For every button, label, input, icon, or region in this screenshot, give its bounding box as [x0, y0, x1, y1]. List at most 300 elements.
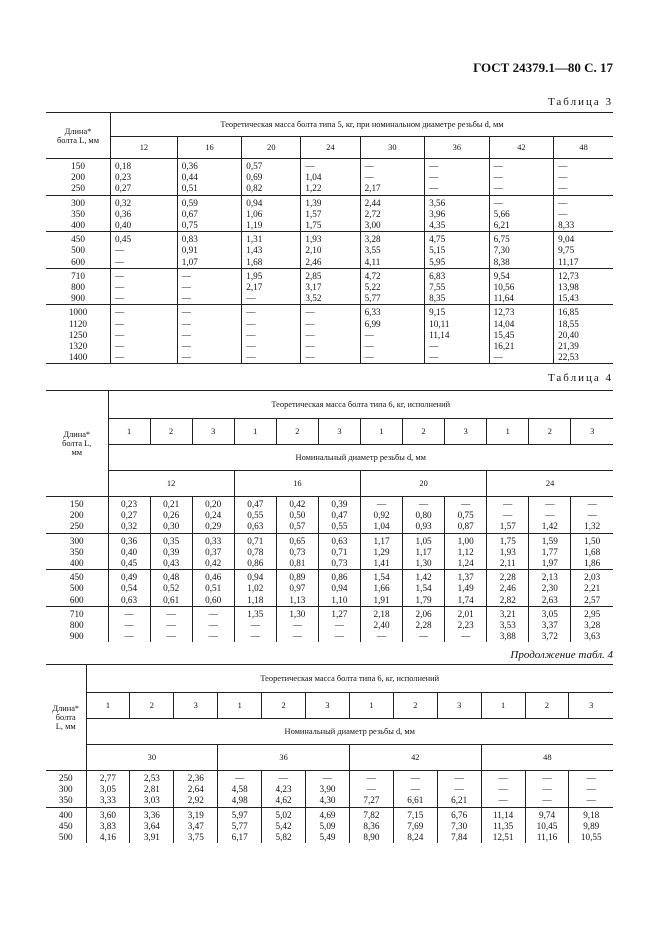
mass-cell: 0,75 — [177, 220, 242, 232]
mass-cell: 8,35 — [425, 293, 490, 305]
mass-cell: 1,18 — [234, 595, 276, 607]
mass-cell: — — [111, 245, 178, 256]
mass-cell: 1,32 — [571, 521, 613, 533]
mass-cell: — — [487, 497, 529, 511]
mass-cell: 3,00 — [360, 220, 425, 232]
length-cell: 350 — [46, 795, 86, 807]
mass-cell: 0,49 — [108, 570, 150, 584]
mass-cell: 3,52 — [301, 293, 360, 305]
mass-cell: 0,86 — [318, 570, 360, 584]
mass-cell: 4,72 — [360, 268, 425, 282]
mass-cell: — — [525, 795, 569, 807]
mass-cell: 3,63 — [571, 631, 613, 642]
mass-cell: 0,23 — [111, 172, 178, 183]
mass-cell: 15,43 — [554, 293, 613, 305]
mass-cell: 2,72 — [360, 209, 425, 220]
table-row — [46, 220, 613, 232]
mass-cell: 0,91 — [177, 245, 242, 256]
mass-cell: 6,75 — [489, 232, 554, 246]
mass-cell: 2,44 — [360, 195, 425, 209]
mass-cell: — — [111, 268, 178, 282]
mass-cell: 0,45 — [111, 232, 178, 246]
length-cell: 300 — [71, 197, 85, 208]
length-cell: 350 — [69, 546, 84, 557]
mass-cell: 7,84 — [437, 832, 481, 843]
mass-cell: 7,30 — [489, 245, 554, 256]
mass-cell: 0,24 — [192, 510, 234, 521]
length-cell: 800 — [71, 282, 85, 293]
mass-cell: — — [571, 497, 613, 511]
length-cell: 800 — [69, 620, 84, 631]
mass-cell: — — [360, 159, 425, 173]
execution-header: 3 — [569, 693, 613, 719]
table-row — [46, 257, 613, 269]
mass-cell: 0,36 — [177, 159, 242, 173]
mass-cell: 2,10 — [301, 245, 360, 256]
diameter-title: Номинальный диаметр резьбы d, мм — [86, 719, 613, 745]
mass-cell: — — [425, 159, 490, 173]
mass-cell: — — [234, 620, 276, 631]
mass-cell: — — [571, 510, 613, 521]
table-row — [46, 195, 613, 209]
diameter-header: 12 — [108, 471, 234, 497]
mass-cell: — — [242, 341, 301, 352]
mass-cell: 6,83 — [425, 268, 490, 282]
execution-header: 2 — [150, 419, 192, 445]
mass-cell: 0,43 — [150, 558, 192, 570]
mass-cell: 1,30 — [276, 606, 318, 620]
mass-cell: 7,69 — [393, 821, 437, 832]
mass-cell: 0,51 — [177, 183, 242, 195]
mass-cell: 8,38 — [489, 257, 554, 269]
mass-cell: 1,12 — [445, 547, 487, 558]
mass-cell: 3,91 — [130, 832, 174, 843]
mass-cell: 1,50 — [571, 533, 613, 547]
table-row — [46, 330, 613, 341]
mass-cell: 2,82 — [487, 595, 529, 607]
mass-cell: 0,60 — [192, 595, 234, 607]
mass-cell: — — [349, 784, 393, 795]
mass-cell: 9,04 — [554, 232, 613, 246]
table-4-caption: Таблица 4 — [547, 372, 613, 384]
mass-cell: — — [177, 282, 242, 293]
table-row — [46, 352, 613, 364]
mass-cell: 0,32 — [108, 521, 150, 533]
table-3-diameter-header: 30 — [360, 137, 425, 159]
execution-header: 3 — [437, 693, 481, 719]
mass-cell: 3,21 — [487, 606, 529, 620]
table-row — [46, 245, 613, 256]
mass-cell: 0,93 — [403, 521, 445, 533]
table-3-diameter-header: 42 — [489, 137, 554, 159]
execution-header: 3 — [174, 693, 218, 719]
mass-cell: 6,76 — [437, 807, 481, 821]
table-row — [46, 510, 613, 521]
execution-header: 1 — [360, 419, 402, 445]
mass-cell: 0,65 — [276, 533, 318, 547]
mass-cell: 1,06 — [242, 209, 301, 220]
mass-cell: 3,47 — [174, 821, 218, 832]
diameter-header: 42 — [349, 745, 481, 771]
mass-cell: 0,54 — [108, 583, 150, 594]
mass-cell: — — [234, 631, 276, 642]
mass-cell: — — [318, 631, 360, 642]
mass-cell: — — [529, 497, 571, 511]
mass-cell: 1,59 — [529, 533, 571, 547]
length-cell: 450 — [69, 572, 84, 583]
mass-cell: 3,28 — [360, 232, 425, 246]
mass-cell: 11,14 — [425, 330, 490, 341]
mass-cell: — — [276, 620, 318, 631]
mass-cell: 8,33 — [554, 220, 613, 232]
mass-cell: 1,93 — [487, 547, 529, 558]
mass-cell: 0,27 — [111, 183, 178, 195]
mass-cell: 0,63 — [108, 595, 150, 607]
mass-cell: — — [262, 771, 306, 785]
table-3-length-header: Длина* болта L, мм — [46, 113, 111, 159]
length-cell: 300 — [58, 784, 73, 795]
mass-cell: 22,53 — [554, 352, 613, 364]
mass-cell: 6,21 — [437, 795, 481, 807]
mass-cell: — — [481, 795, 525, 807]
table-row — [46, 631, 613, 642]
table-row — [46, 497, 613, 511]
mass-cell: 0,50 — [276, 510, 318, 521]
mass-cell: — — [489, 352, 554, 364]
mass-cell: 2,11 — [487, 558, 529, 570]
mass-cell: 3,19 — [174, 807, 218, 821]
mass-cell: — — [349, 771, 393, 785]
mass-cell: 1,35 — [234, 606, 276, 620]
mass-cell: 10,11 — [425, 319, 490, 330]
length-cell: 350 — [71, 208, 85, 219]
mass-cell: 0,82 — [242, 183, 301, 195]
mass-cell: — — [242, 352, 301, 364]
mass-cell: — — [487, 510, 529, 521]
mass-cell: 7,30 — [437, 821, 481, 832]
mass-cell: 3,55 — [360, 245, 425, 256]
mass-cell: — — [111, 319, 178, 330]
mass-cell: — — [301, 352, 360, 364]
mass-cell: 2,46 — [301, 257, 360, 269]
mass-cell: 3,05 — [86, 784, 130, 795]
mass-cell: 3,17 — [301, 282, 360, 293]
table-row — [46, 795, 613, 807]
table-row — [46, 570, 613, 584]
mass-cell: 0,73 — [276, 547, 318, 558]
mass-cell: 5,49 — [306, 832, 350, 843]
mass-cell: 0,63 — [234, 521, 276, 533]
mass-cell: 3,83 — [86, 821, 130, 832]
table-3-diameter-header: 36 — [425, 137, 490, 159]
mass-cell: 9,74 — [525, 807, 569, 821]
mass-cell: 0,30 — [150, 521, 192, 533]
mass-cell: 0,94 — [242, 195, 301, 209]
execution-header: 2 — [276, 419, 318, 445]
mass-cell: 1,43 — [242, 245, 301, 256]
mass-cell: — — [111, 257, 178, 269]
mass-cell: 2,46 — [487, 583, 529, 594]
mass-cell: 2,81 — [130, 784, 174, 795]
table-row — [46, 807, 613, 821]
mass-cell: 0,67 — [177, 209, 242, 220]
mass-cell: 0,89 — [276, 570, 318, 584]
mass-cell: 7,55 — [425, 282, 490, 293]
mass-cell: 10,55 — [569, 832, 613, 843]
mass-cell: 5,77 — [360, 293, 425, 305]
mass-cell: 13,98 — [554, 282, 613, 293]
mass-cell: 3,33 — [86, 795, 130, 807]
diameter-header: 30 — [86, 745, 218, 771]
mass-cell: — — [306, 771, 350, 785]
mass-cell: 0,45 — [108, 558, 150, 570]
mass-cell: 4,16 — [86, 832, 130, 843]
mass-cell: 3,72 — [529, 631, 571, 642]
mass-cell: 0,94 — [318, 583, 360, 594]
mass-cell: 2,23 — [445, 620, 487, 631]
mass-cell: 0,81 — [276, 558, 318, 570]
mass-cell: 0,27 — [108, 510, 150, 521]
mass-cell: 1,97 — [529, 558, 571, 570]
mass-cell: 9,15 — [425, 305, 490, 319]
mass-cell: — — [437, 784, 481, 795]
mass-cell: 1,77 — [529, 547, 571, 558]
mass-cell: 3,56 — [425, 195, 490, 209]
mass-cell: — — [437, 771, 481, 785]
mass-cell: 4,35 — [425, 220, 490, 232]
mass-cell: 0,40 — [111, 220, 178, 232]
mass-cell: — — [393, 784, 437, 795]
table-3-title: Теоретическая масса болта типа 5, кг, при номинальном диаметре резьбы d, мм — [111, 113, 613, 137]
mass-cell: 1,57 — [487, 521, 529, 533]
mass-cell: 12,73 — [489, 305, 554, 319]
mass-cell: 1,10 — [318, 595, 360, 607]
mass-cell: — — [425, 183, 490, 195]
mass-cell: 18,55 — [554, 319, 613, 330]
mass-cell: 11,16 — [525, 832, 569, 843]
mass-cell: — — [301, 341, 360, 352]
mass-cell: 4,62 — [262, 795, 306, 807]
length-cell: 900 — [46, 293, 111, 305]
mass-cell: 0,59 — [177, 195, 242, 209]
mass-cell: — — [360, 330, 425, 341]
mass-cell: — — [425, 352, 490, 364]
table-row — [46, 159, 613, 173]
mass-cell: 4,58 — [218, 784, 262, 795]
mass-cell: — — [177, 330, 242, 341]
mass-cell: 3,05 — [529, 606, 571, 620]
mass-cell: 0,33 — [192, 533, 234, 547]
length-cell: 500 — [69, 583, 84, 594]
mass-cell: 0,29 — [192, 521, 234, 533]
mass-cell: 6,33 — [360, 305, 425, 319]
mass-cell: 6,61 — [393, 795, 437, 807]
mass-cell: 2,95 — [571, 606, 613, 620]
mass-cell: — — [108, 631, 150, 642]
table-row — [46, 784, 613, 795]
mass-cell: 16,85 — [554, 305, 613, 319]
mass-cell: — — [276, 631, 318, 642]
execution-header: 1 — [487, 419, 529, 445]
mass-cell: — — [111, 330, 178, 341]
mass-cell: 3,03 — [130, 795, 174, 807]
mass-cell: 0,63 — [318, 533, 360, 547]
mass-cell: — — [111, 282, 178, 293]
mass-cell: — — [489, 159, 554, 173]
mass-cell: 3,90 — [306, 784, 350, 795]
mass-cell: 0,21 — [150, 497, 192, 511]
mass-cell: 1,04 — [360, 521, 402, 533]
mass-cell: 1,17 — [403, 547, 445, 558]
table-3-caption: Таблица 3 — [547, 96, 613, 108]
mass-cell: 1,79 — [403, 595, 445, 607]
mass-cell: 1,39 — [301, 195, 360, 209]
mass-cell: 3,88 — [487, 631, 529, 642]
execution-header: 2 — [262, 693, 306, 719]
mass-cell: 0,57 — [242, 159, 301, 173]
length-cell: 400 — [46, 220, 111, 232]
mass-cell: 0,80 — [403, 510, 445, 521]
mass-cell: 2,63 — [529, 595, 571, 607]
mass-cell: — — [554, 209, 613, 220]
mass-cell: 0,44 — [177, 172, 242, 183]
mass-cell: — — [111, 352, 178, 364]
length-cell: 400 — [46, 558, 108, 570]
mass-cell: — — [554, 159, 613, 173]
mass-cell: 0,42 — [192, 558, 234, 570]
mass-cell: 3,75 — [174, 832, 218, 843]
mass-cell: 2,36 — [174, 771, 218, 785]
mass-cell: 4,11 — [360, 257, 425, 269]
mass-cell: — — [525, 771, 569, 785]
mass-cell: 0,36 — [108, 533, 150, 547]
mass-cell: 9,75 — [554, 245, 613, 256]
mass-cell: — — [360, 497, 402, 511]
mass-cell: 1,57 — [301, 209, 360, 220]
execution-header: 1 — [481, 693, 525, 719]
mass-cell: 1,07 — [177, 257, 242, 269]
mass-cell: — — [554, 195, 613, 209]
length-cell: 710 — [71, 270, 85, 281]
mass-cell: 4,69 — [306, 807, 350, 821]
execution-header: 3 — [192, 419, 234, 445]
mass-cell: 0,73 — [318, 558, 360, 570]
table-row — [46, 183, 613, 195]
mass-cell: 2,13 — [529, 570, 571, 584]
execution-header: 2 — [393, 693, 437, 719]
mass-cell: 0,69 — [242, 172, 301, 183]
mass-cell: — — [192, 620, 234, 631]
mass-cell: 1,95 — [242, 268, 301, 282]
mass-cell: 8,36 — [349, 821, 393, 832]
mass-cell: 1,91 — [360, 595, 402, 607]
mass-cell: — — [403, 497, 445, 511]
mass-cell: 0,26 — [150, 510, 192, 521]
mass-cell: 7,82 — [349, 807, 393, 821]
table-row — [46, 583, 613, 594]
mass-cell: — — [489, 183, 554, 195]
length-cell: 1250 — [68, 329, 88, 340]
mass-cell: 0,46 — [192, 570, 234, 584]
mass-cell: — — [445, 631, 487, 642]
mass-cell: 1,68 — [571, 547, 613, 558]
mass-cell: 0,52 — [150, 583, 192, 594]
mass-cell: 5,15 — [425, 245, 490, 256]
table-row — [46, 821, 613, 832]
mass-cell: 0,97 — [276, 583, 318, 594]
table-3-diameter-header: 24 — [301, 137, 360, 159]
length-cell: 250 — [46, 183, 111, 195]
table-row — [46, 771, 613, 785]
mass-cell: 0,32 — [111, 195, 178, 209]
mass-cell: 0,61 — [150, 595, 192, 607]
mass-cell: 12,73 — [554, 268, 613, 282]
mass-cell: — — [242, 330, 301, 341]
mass-cell: — — [218, 771, 262, 785]
mass-cell: — — [192, 631, 234, 642]
length-cell: 450 — [71, 234, 85, 245]
mass-cell: 5,82 — [262, 832, 306, 843]
table-4 — [46, 390, 613, 642]
execution-header: 1 — [218, 693, 262, 719]
mass-cell: 1,49 — [445, 583, 487, 594]
mass-cell: 9,18 — [569, 807, 613, 821]
mass-cell: — — [393, 771, 437, 785]
table-4-continuation-caption: Продолжение табл. 4 — [510, 649, 613, 661]
mass-cell: 6,17 — [218, 832, 262, 843]
mass-cell: 14,04 — [489, 319, 554, 330]
mass-cell: — — [360, 631, 402, 642]
table-row — [46, 209, 613, 220]
mass-cell: 2,85 — [301, 268, 360, 282]
execution-header: 1 — [86, 693, 130, 719]
length-cell: 150 — [71, 161, 85, 171]
mass-cell: — — [108, 606, 150, 620]
mass-cell: — — [445, 497, 487, 511]
mass-cell: 3,37 — [529, 620, 571, 631]
mass-cell: — — [301, 330, 360, 341]
mass-cell: — — [150, 620, 192, 631]
mass-cell: 3,53 — [487, 620, 529, 631]
mass-cell: 9,54 — [489, 268, 554, 282]
execution-header: 2 — [403, 419, 445, 445]
mass-cell: 1,24 — [445, 558, 487, 570]
mass-cell: — — [554, 183, 613, 195]
mass-cell: 9,89 — [569, 821, 613, 832]
table-3-diameter-header: 48 — [554, 137, 613, 159]
mass-cell: — — [301, 305, 360, 319]
mass-cell: — — [425, 172, 490, 183]
mass-cell: 0,47 — [234, 497, 276, 511]
page-header: ГОСТ 24379.1—80 С. 17 — [473, 60, 613, 75]
mass-cell: 1,22 — [301, 183, 360, 195]
diameter-header: 36 — [218, 745, 350, 771]
mass-cell: 0,40 — [108, 547, 150, 558]
mass-cell: — — [360, 352, 425, 364]
mass-cell: 1,54 — [360, 570, 402, 584]
mass-cell: — — [177, 268, 242, 282]
mass-cell: — — [177, 319, 242, 330]
diameter-header: 16 — [234, 471, 360, 497]
mass-cell: 2,28 — [487, 570, 529, 584]
mass-cell: 0,78 — [234, 547, 276, 558]
mass-cell: 11,17 — [554, 257, 613, 269]
mass-cell: — — [403, 631, 445, 642]
table-row — [46, 558, 613, 570]
table-4-length-header: Длина* болта L, мм — [46, 391, 108, 497]
mass-cell: 1,75 — [487, 533, 529, 547]
mass-cell: 5,95 — [425, 257, 490, 269]
